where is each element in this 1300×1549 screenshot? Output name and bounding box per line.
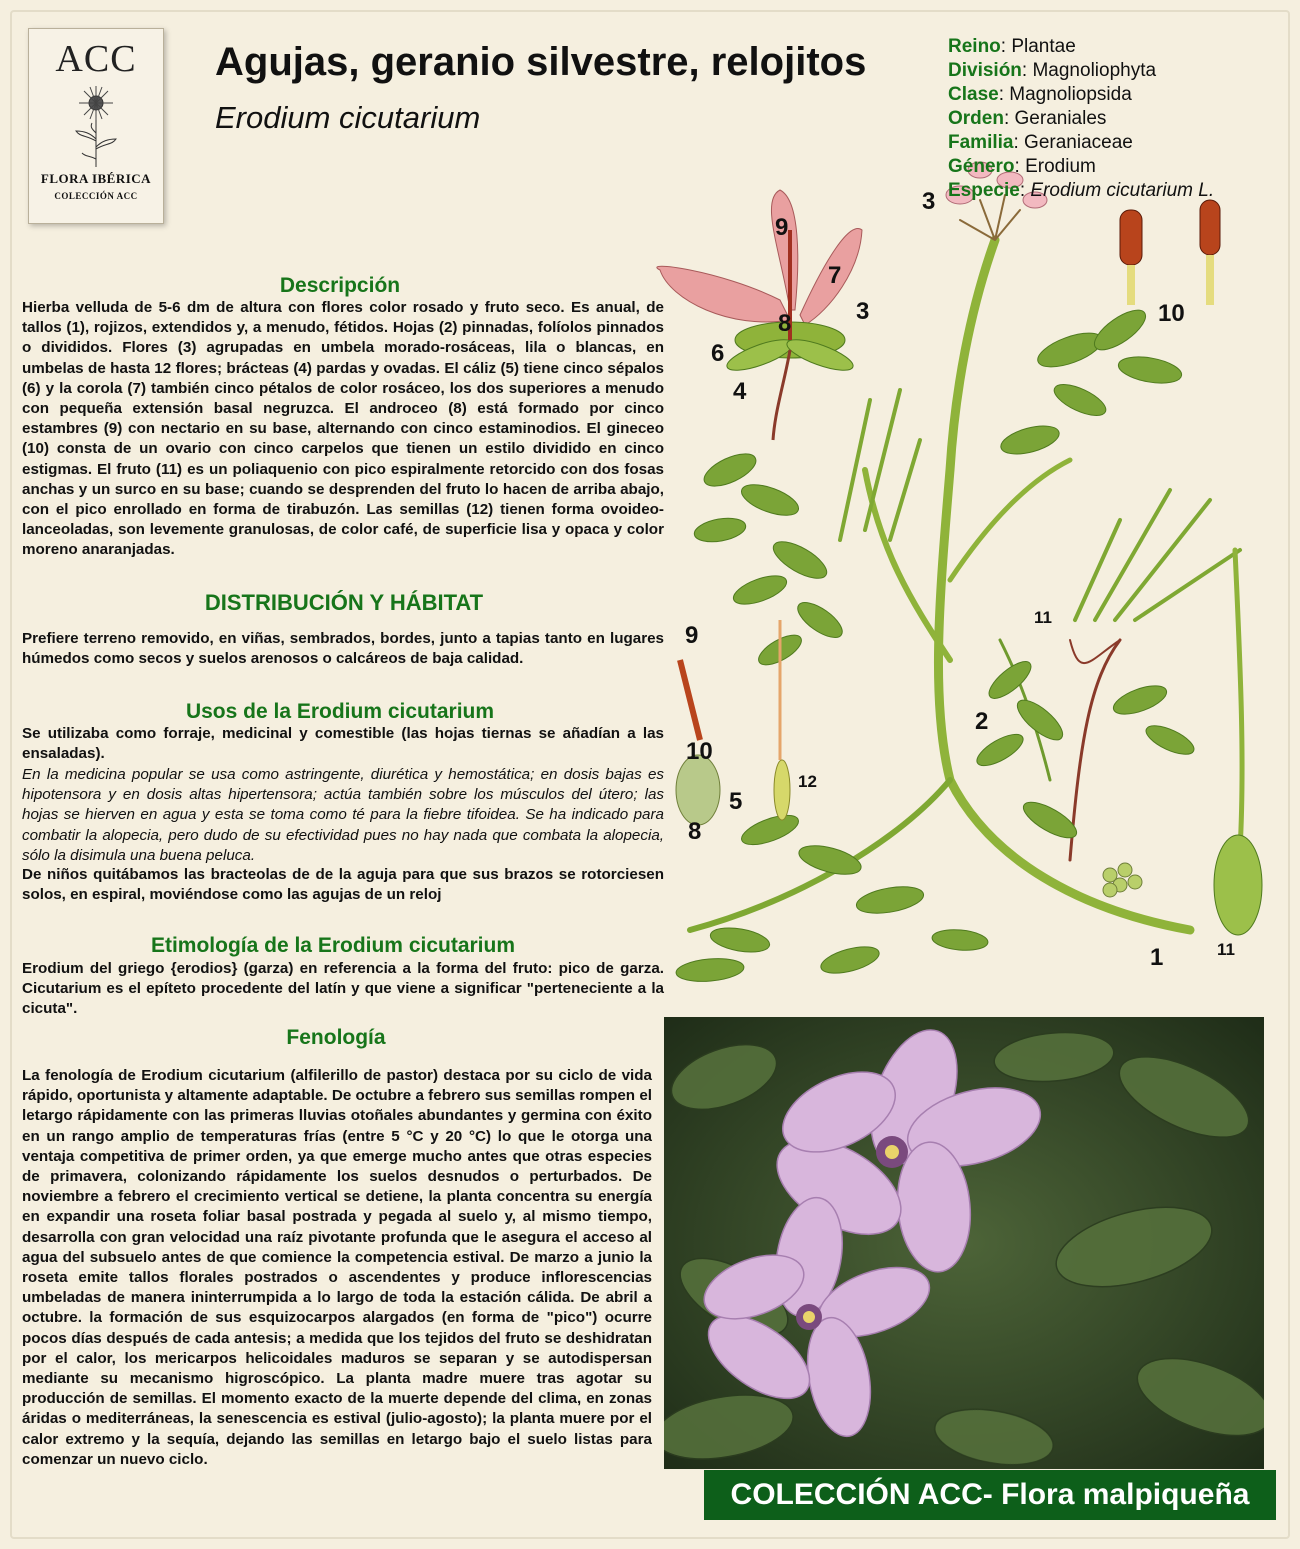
text-usos-2: En la medicina popular se usa como astringente, diurética y hemostática; en dosis bajas es hipotensora y en dosis altas hipertensora; actúa también sobre los músculos del útero; las hojas se hierven en agua y esta se toma como té para la fiebre tifoidea. Se ha indicado para combatir la alopecia, pero dudo de su efectividad pues no hay nada que combata la alopecia, sólo la disimula una buena peluca. bbox=[22, 766, 664, 864]
taxonomy-row: Reino: Plantae bbox=[948, 36, 1076, 57]
heading-etimologia: Etimología de la Erodium cicutarium bbox=[150, 934, 516, 957]
label-7: 7 bbox=[828, 262, 842, 289]
taxonomy-row: Orden: Geraniales bbox=[948, 108, 1107, 129]
label-5: 5 bbox=[729, 788, 743, 815]
branch-stem bbox=[950, 460, 1070, 580]
fruit-beak bbox=[840, 390, 920, 540]
taxonomy-row: Clase: Magnoliopsida bbox=[948, 84, 1132, 105]
daisy-icon bbox=[66, 83, 126, 169]
page-title: Agujas, geranio silvestre, relojitos bbox=[215, 40, 867, 84]
text-usos-3: De niños quitábamos las bracteolas de de la aguja para que sus brazos se rotorciesen solos, en espiral, moviéndose como las agujas de un reloj bbox=[22, 866, 664, 904]
flower-diagram bbox=[657, 190, 862, 440]
logo-coleccion-acc: COLECCIÓN ACC bbox=[54, 191, 138, 201]
heading-descripcion: Descripción bbox=[279, 274, 401, 297]
label-9: 9 bbox=[775, 214, 789, 241]
heading-fenologia: Fenología bbox=[286, 1026, 386, 1049]
label-8: 8 bbox=[778, 310, 792, 337]
taxonomy-row: División: Magnoliophyta bbox=[948, 60, 1157, 81]
scientific-name: Erodium cicutarium bbox=[215, 100, 481, 135]
label-11: 11 bbox=[1217, 940, 1235, 959]
heading-distribucion: DISTRIBUCIÓN Y HÁBITAT bbox=[204, 590, 484, 615]
label-10: 10 bbox=[686, 738, 713, 765]
botanical-illustration bbox=[650, 140, 1300, 1000]
label-11: 11 bbox=[1034, 608, 1052, 627]
label-6: 6 bbox=[711, 340, 725, 367]
label-10: 10 bbox=[1158, 300, 1185, 327]
text-fenologia: La fenología de Erodium cicutarium (alfilerillo de pastor) destaca por su ciclo de vida rápido, oportunista y altamente adaptable. De octubre a febrero sus semillas rompen el letargo rápidamente con las primeras lluvias otoñales abundantes y germina con éxito en un rango amplio de temperaturas frías (entre 5 °C y 20 °C) lo que le otorga una ventaja competitiva de primer orden, ya que emerge mucho antes que otras especies de primavera, colonizando rápidamente los suelos desnudos o perturbados. De noviembre a febrero el crecimiento vertical se detiene, la planta concentra su energía en expandir una roseta foliar basal postrada y pegada al suelo y, al mismo tiempo, desarrolla con gran velocidad una raíz pivotante profunda que le asegura el acceso al agua del subsuelo antes de que comience la competencia estival. De marzo a junio la roseta emite tallos florales postrados o ascendentes y produce inflorescencias umbeladas de manera ininterrumpida a lo largo de toda la estación cálida. De abril a octubre. la formación de sus esquizocarpos alargados (en forma de "pico") ocurre pocos días después de cada antesis; a medida que los tejidos del fruto se deshidratan por el calor, los mericarpos helicoidales maduros se separan y se autodispersan mediante su mecanismo higroscópico. La planta madre muere tras agotar su producción de semillas. El momento exacto de la muerte depende del clima, en zonas áridas o mediterráneas, la senescencia es estival (julio-agosto); la planta muere por el calor extremo y la sequía, dejando las semillas en letargo bajo el suelo listas para comenzar un nuevo ciclo. bbox=[22, 1067, 652, 1468]
label-1: 1 bbox=[1150, 944, 1164, 971]
fruit-beak bbox=[1235, 550, 1242, 850]
flora-iberica-logo bbox=[28, 28, 164, 224]
flower-photo bbox=[664, 1017, 1264, 1469]
logo-acc-text: ACC bbox=[55, 38, 137, 80]
taxonomy-list bbox=[948, 35, 1214, 203]
label-3: 3 bbox=[922, 188, 936, 215]
taxonomy-row: Especie: Erodium cicutarium L. bbox=[948, 180, 1215, 201]
label-4: 4 bbox=[733, 378, 747, 405]
logo-flora-iberica: FLORA IBÉRICA bbox=[40, 171, 152, 186]
label-2: 2 bbox=[975, 708, 989, 735]
label-12: 12 bbox=[798, 772, 817, 791]
text-descripcion: Hierba velluda de 5-6 dm de altura con flores color rosado y fruto seco. Es anual, de tallos (1), rojizos, extendidos y, a menudo, fétidos. Hojas (2) pinnadas, folíolos pinnados o divididos. Flores (3) agrupadas en umbela morado-rosáceas, lila o blancas, en umbelas de hasta 12 flores; brácteas (4) pardas y ovadas. El cáliz (5) tiene cinco sépalos (6) y la corola (7) también cinco pétalos de color rosáceo, los dos superiores a menudo con pequeña extensión basal negruzca. El androceo (8) está formado por cinco estambres (9) con nectario en su base, alternando con cinco estaminodios. El gineceo (10) consta de un ovario con cinco carpelos que tienen un estilo dividido en cinco estigmas. El fruto (11) es un poliaquenio con pico espiralmente retorcido con dos fosas anchas y un surco en su base; cuando se desprenden del fruto lo hacen de arriba abajo, con el pico enrollado en forma de tirabuzón. Las semillas (12) tienen forma ovoideo-lanceoladas, son levemente granulosas, de color café, de superficie lisa y opaca y color moreno anaranjadas. bbox=[22, 299, 664, 559]
collection-banner: COLECCIÓN ACC- Flora malpiqueña bbox=[704, 1470, 1276, 1520]
heading-usos: Usos de la Erodium cicutarium bbox=[185, 700, 495, 723]
taxonomy-row: Familia: Geraniaceae bbox=[948, 132, 1133, 153]
taxonomy-row: Género: Erodium bbox=[948, 156, 1096, 177]
label-9: 9 bbox=[685, 622, 699, 649]
fruit-beak bbox=[1075, 490, 1240, 620]
fruit-stalk bbox=[1070, 640, 1120, 860]
text-etimologia: Erodium del griego {erodios} (garza) en referencia a la forma del fruto: pico de garza. Cicutarium es el epíteto procedente del latín y que viene a significar "perteneciente a la cicuta". bbox=[22, 960, 664, 1018]
text-usos-1: Se utilizaba como forraje, medicinal y comestible (las hojas tiernas se añadían a las ensaladas). bbox=[22, 725, 664, 763]
label-8: 8 bbox=[688, 818, 702, 845]
label-3: 3 bbox=[856, 298, 870, 325]
text-distribucion: Prefiere terreno removido, en viñas, sembrados, bordes, junto a tapias tanto en lugares húmedos como secos y suelos arenosos o calcáreos de baja calidad. bbox=[22, 630, 664, 668]
